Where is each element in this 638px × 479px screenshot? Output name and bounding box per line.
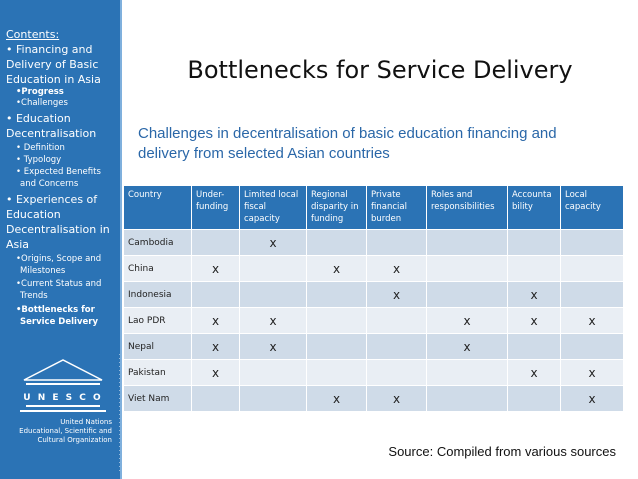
bottlenecks-table [123, 185, 624, 412]
table-row [124, 256, 624, 282]
contents-item-financing-line3[interactable]: Education in Asia [6, 73, 101, 86]
column-header [307, 186, 367, 230]
mark-cell: x [367, 256, 427, 282]
mark-cell [508, 230, 561, 256]
country-cell: Viet Nam [124, 386, 192, 412]
mark-cell [561, 256, 624, 282]
subtitle-line2: delivery from selected Asian countries [138, 145, 390, 162]
mark-cell [240, 360, 307, 386]
country-cell: Cambodia [124, 230, 192, 256]
contents-sub-bottlenecks[interactable]: •Bottlenecks for [16, 305, 95, 315]
contents-item-financing[interactable]: • Financing and [6, 43, 93, 56]
mark-cell [427, 230, 508, 256]
table-body [124, 230, 624, 412]
column-header-line: financial [371, 202, 407, 212]
source-note: Source: Compiled from various sources [388, 444, 616, 459]
contents-sub-challenges[interactable]: •Challenges [16, 98, 68, 108]
column-header-line: funding [311, 214, 344, 224]
logo-text-line2: Educational, Scientific and [19, 427, 112, 435]
column-header [367, 186, 427, 230]
mark-cell [508, 334, 561, 360]
column-header-line: Private [371, 190, 401, 200]
mark-cell [192, 282, 240, 308]
mark-cell: x [240, 230, 307, 256]
contents-sub-typology[interactable]: • Typology [16, 155, 62, 165]
contents-sub-current-status-line2[interactable]: Trends [20, 291, 48, 301]
column-header [427, 186, 508, 230]
mark-cell: x [192, 360, 240, 386]
contents-item-decentralisation[interactable]: • Education [6, 112, 71, 125]
logo-text-line1: United Nations [60, 418, 112, 426]
column-header-line: responsibilities [431, 202, 495, 212]
mark-cell: x [192, 334, 240, 360]
contents-sub-current-status[interactable]: •Current Status and [16, 279, 102, 289]
contents-item-experiences[interactable]: • Experiences of [6, 193, 98, 206]
mark-cell [427, 256, 508, 282]
contents-sub-definition[interactable]: • Definition [16, 143, 65, 153]
slide-title: Bottlenecks for Service Delivery [187, 56, 573, 84]
mark-cell: x [307, 256, 367, 282]
mark-cell: x [367, 386, 427, 412]
mark-cell [561, 334, 624, 360]
mark-cell [192, 230, 240, 256]
country-cell: Nepal [124, 334, 192, 360]
contents-sub-origins-line2[interactable]: Milestones [20, 266, 66, 276]
mark-cell: x [367, 282, 427, 308]
mark-cell: x [561, 386, 624, 412]
mark-cell: x [192, 308, 240, 334]
mark-cell: x [508, 308, 561, 334]
country-cell: Lao PDR [124, 308, 192, 334]
contents-sub-bottlenecks-line2[interactable]: Service Delivery [20, 317, 98, 327]
mark-cell: x [240, 334, 307, 360]
slide-subtitle [138, 124, 618, 164]
column-header [192, 186, 240, 230]
contents-sub-expected-benefits[interactable]: • Expected Benefits [16, 167, 101, 177]
column-header-line: disparity in [311, 202, 359, 212]
mark-cell: x [307, 386, 367, 412]
mark-cell: x [427, 308, 508, 334]
column-header [240, 186, 307, 230]
column-header [124, 186, 192, 230]
table-row [124, 282, 624, 308]
mark-cell [508, 256, 561, 282]
logo-text-line3: Cultural Organization [37, 436, 112, 444]
column-header-line: Limited local [244, 190, 299, 200]
mark-cell [240, 386, 307, 412]
country-cell: China [124, 256, 192, 282]
column-header-line: Under- [196, 190, 225, 200]
table-row [124, 386, 624, 412]
mark-cell [508, 386, 561, 412]
mark-cell [307, 230, 367, 256]
mark-cell [367, 308, 427, 334]
mark-cell [367, 230, 427, 256]
mark-cell [240, 282, 307, 308]
column-header-line: Accounta [512, 190, 552, 200]
mark-cell: x [427, 334, 508, 360]
country-cell: Pakistan [124, 360, 192, 386]
mark-cell [367, 360, 427, 386]
unesco-logo [6, 354, 120, 474]
table-row [124, 308, 624, 334]
mark-cell: x [240, 308, 307, 334]
mark-cell [427, 386, 508, 412]
mark-cell [307, 308, 367, 334]
column-header-line: burden [371, 214, 402, 224]
contents-sub-progress[interactable]: •Progress [16, 87, 64, 97]
contents-item-experiences-line4[interactable]: Asia [6, 238, 30, 251]
country-cell: Indonesia [124, 282, 192, 308]
column-header-line: capacity [565, 202, 601, 212]
table-header-row [124, 186, 624, 230]
contents-sub-expected-benefits-line2[interactable]: and Concerns [20, 179, 79, 189]
contents-item-decentralisation-line2[interactable]: Decentralisation [6, 127, 97, 140]
contents-item-experiences-line3[interactable]: Decentralisation in [6, 223, 110, 236]
contents-item-financing-line2[interactable]: Delivery of Basic [6, 58, 99, 71]
column-header-line: bility [512, 202, 533, 212]
mark-cell [367, 334, 427, 360]
mark-cell [561, 282, 624, 308]
column-header [561, 186, 624, 230]
table-row [124, 334, 624, 360]
mark-cell: x [508, 360, 561, 386]
column-header-line: funding [196, 202, 229, 212]
mark-cell [307, 282, 367, 308]
mark-cell: x [561, 360, 624, 386]
unesco-temple-icon [6, 354, 120, 474]
mark-cell: x [192, 256, 240, 282]
column-header-line: Local [565, 190, 588, 200]
subtitle-line1: Challenges in decentralisation of basic education financing and [138, 125, 557, 142]
table-row [124, 230, 624, 256]
mark-cell [427, 360, 508, 386]
column-header-line: Regional [311, 190, 348, 200]
mark-cell [307, 360, 367, 386]
mark-cell [240, 256, 307, 282]
mark-cell: x [508, 282, 561, 308]
contents-item-experiences-line2[interactable]: Education [6, 208, 61, 221]
mark-cell [192, 386, 240, 412]
column-header-line: Country [128, 190, 162, 200]
svg-text:U N E S C O: U N E S C O [23, 393, 103, 403]
contents-sub-origins[interactable]: •Origins, Scope and [16, 254, 102, 264]
table-row [124, 360, 624, 386]
mark-cell [561, 230, 624, 256]
mark-cell [307, 334, 367, 360]
column-header-line: Roles and [431, 190, 473, 200]
mark-cell [427, 282, 508, 308]
column-header-line: fiscal capacity [244, 202, 280, 224]
mark-cell: x [561, 308, 624, 334]
column-header [508, 186, 561, 230]
contents-heading: Contents: [6, 28, 60, 41]
